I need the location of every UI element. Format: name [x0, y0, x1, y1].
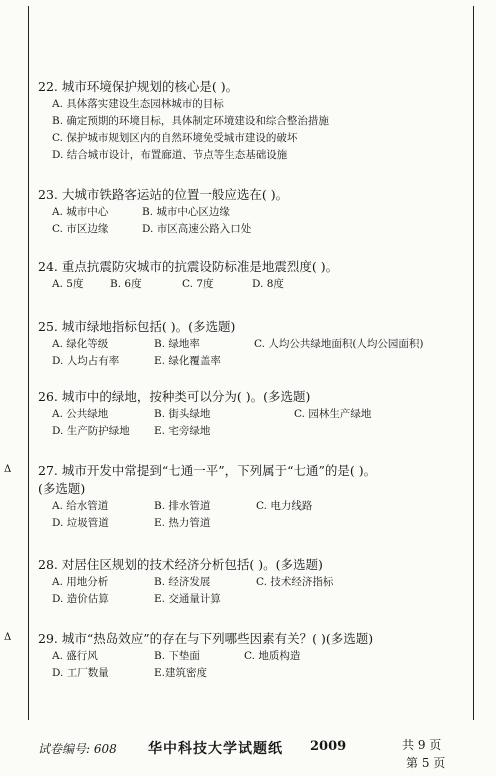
answer-option: D. 人均占有率: [52, 355, 120, 367]
option-row: [52, 665, 478, 682]
page-footer: [38, 734, 468, 774]
page-total: 共 9 页: [402, 738, 442, 752]
question-27: [38, 462, 478, 532]
answer-option: C. 7度: [182, 278, 214, 290]
answer-option: C. 地质构造: [244, 650, 301, 662]
answer-option: C. 园林生产绿地: [294, 408, 372, 420]
question-stem-continued: (多选题): [38, 481, 86, 496]
option-row: [52, 204, 478, 221]
answer-option: D. 垃圾管道: [52, 517, 109, 529]
option-row: [52, 591, 478, 608]
answer-option: B. 城市中心区边缘: [142, 206, 230, 218]
option-row: [52, 423, 478, 440]
answer-option: B. 绿地率: [154, 338, 200, 350]
answer-option: C. 电力线路: [256, 500, 313, 512]
answer-option: D. 结合城市设计，布置廊道、节点等生态基础设施: [52, 149, 288, 161]
answer-option: B. 经济发展: [154, 576, 211, 588]
question-stem: 25. 城市绿地指标包括( )。(多选题): [38, 319, 236, 334]
question-24: [38, 258, 478, 293]
exam-year: 2009: [310, 739, 347, 754]
question-29: [38, 630, 478, 682]
question-25: [38, 318, 478, 370]
answer-option: C. 保护城市规划区内的自然环境免受城市建设的破坏: [52, 132, 298, 144]
answer-option: D. 造价估算: [52, 593, 109, 605]
answer-option: D. 8度: [252, 278, 284, 290]
answer-option: E. 宅旁绿地: [154, 425, 211, 437]
question-marker: Δ: [4, 464, 12, 475]
question-22: [38, 78, 478, 164]
option-row: [52, 276, 478, 293]
question-28: [38, 556, 478, 608]
question-stem: 29. 城市“热岛效应”的存在与下列哪些因素有关？( )(多选题): [38, 631, 374, 646]
answer-option: B. 确定预期的环境目标，具体制定环境建设和综合整治措施: [52, 115, 329, 127]
option-row: [52, 574, 478, 591]
answer-option: A. 给水管道: [52, 500, 109, 512]
answer-option: A. 具体落实建设生态园林城市的目标: [52, 98, 224, 110]
option-row: [52, 498, 478, 515]
answer-option: A. 盛行风: [52, 650, 98, 662]
answer-option: E. 绿化覆盖率: [154, 355, 221, 367]
paper-code: 试卷编号: 608: [38, 742, 117, 756]
option-row: [52, 336, 478, 353]
question-23: [38, 186, 478, 238]
answer-option: C. 市区边缘: [52, 223, 109, 235]
answer-option: B. 下垫面: [154, 650, 200, 662]
question-26: [38, 388, 478, 440]
page-number: 第 5 页: [406, 756, 446, 770]
question-stem: 26. 城市中的绿地，按种类可以分为( )。(多选题): [38, 389, 311, 404]
answer-option: A. 5度: [52, 278, 84, 290]
question-marker: Δ: [4, 632, 12, 643]
answer-option: C. 人均公共绿地面积(人均公园面积): [254, 338, 424, 350]
answer-option: E.建筑密度: [154, 667, 208, 679]
option-row: [52, 353, 478, 370]
answer-option: B. 街头绿地: [154, 408, 211, 420]
question-stem: 27. 城市开发中常提到“七通一平”，下列属于“七通”的是( )。: [38, 463, 377, 478]
option-row: [52, 147, 478, 164]
option-row: [52, 113, 478, 130]
answer-option: A. 绿化等级: [52, 338, 109, 350]
school-header: 华中科技大学试题纸: [148, 741, 283, 757]
question-stem: 28. 对居住区规划的技术经济分析包括( )。(多选题): [38, 557, 323, 572]
answer-option: B. 6度: [110, 278, 142, 290]
answer-option: A. 公共绿地: [52, 408, 109, 420]
answer-option: A. 城市中心: [52, 206, 109, 218]
option-row: [52, 130, 478, 147]
question-stem: 23. 大城市铁路客运站的位置一般应选在( )。: [38, 187, 289, 202]
option-row: [52, 406, 478, 423]
answer-option: B. 排水管道: [154, 500, 211, 512]
option-row: [52, 648, 478, 665]
answer-option: D. 生产防护绿地: [52, 425, 130, 437]
answer-option: E. 交通量计算: [154, 593, 221, 605]
question-stem: 24. 重点抗震防灾城市的抗震设防标准是地震烈度( )。: [38, 259, 339, 274]
answer-option: D. 工厂数量: [52, 667, 109, 679]
question-stem: 22. 城市环境保护规划的核心是( )。: [38, 79, 239, 94]
answer-option: E. 热力管道: [154, 517, 211, 529]
option-row: [52, 221, 478, 238]
answer-option: A. 用地分析: [52, 576, 109, 588]
option-row: [52, 515, 478, 532]
answer-option: C. 技术经济指标: [256, 576, 334, 588]
answer-option: D. 市区高速公路入口处: [142, 223, 252, 235]
option-row: [52, 96, 478, 113]
